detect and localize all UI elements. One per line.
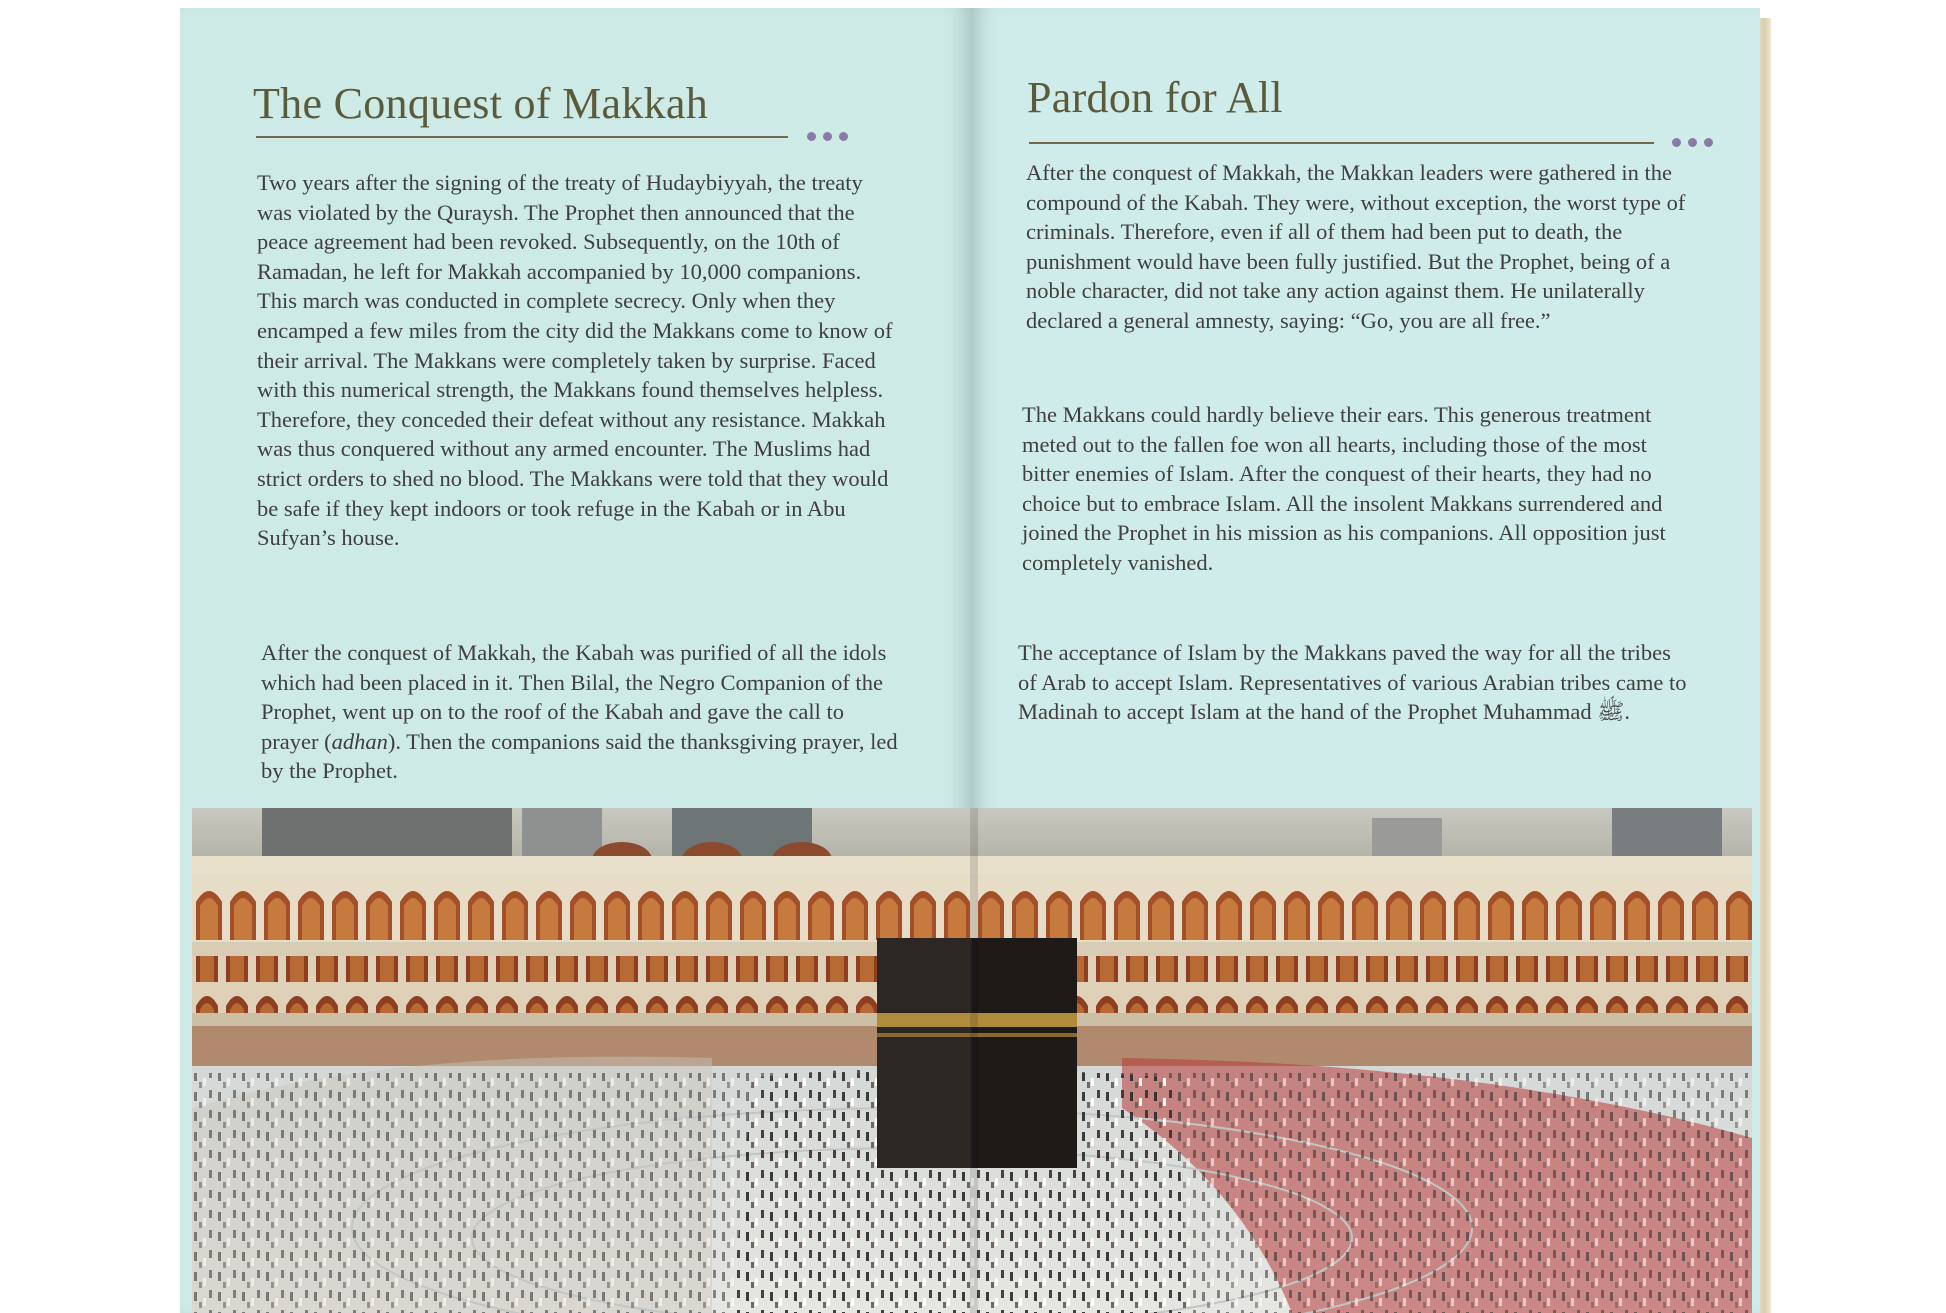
kabah-photo-illustration [192,808,1752,1313]
title-rule [256,136,788,138]
right-paragraph-3: The acceptance of Islam by the Makkans paved the way for all the tribes of Arab to accept Islam. Representatives of various Arabian tribes came to Madinah to accept Islam at the hand of the Prophet Muhammad ﷺ. [1018,640,1687,725]
kabah-photo [192,808,1752,1313]
left-page-title: The Conquest of Makkah [253,79,709,128]
right-paragraph-1: After the conquest of Makkah, the Makkan leaders were gathered in the compound of the Kabah. They were, without exception, the worst type of criminals. Therefore, even if all of them had been put to death, the punishment would have been fully justified. But the Prophet, being of a noble character, did not take any action against them. He unilaterally declared a general amnesty, saying: “Go, you are all free.” [1026,160,1686,333]
ornament-dots [807,132,848,141]
right-paragraph-2: The Makkans could hardly believe their ears. This generous treatment meted out to the fallen foe won all hearts, including those of the most bitter enemies of Islam. After the conquest of their hearts, they had no choice but to embrace Islam. All the insolent Makkans surrendered and joined the Prophet in his mission as his companions. All opposition just completely vanished. [1022,402,1666,575]
left-paragraph-2: After the conquest of Makkah, the Kabah was purified of all the idols which had been placed in it. Then Bilal, the Negro Companion of the Prophet, went up on to the roof of the Kabah and gave the call to prayer (adhan). Then the companions said the thanksgiving prayer, led by the Prophet. [261,640,898,784]
adhan-term: adhan [331,728,388,754]
ornament-dots [1672,138,1713,147]
left-paragraph-1: Two years after the signing of the treaty of Hudaybiyyah, the treaty was violated by the Quraysh. The Prophet then announced that the peace agreement had been revoked. Subsequently, on the 10th of Ramadan, he left for Makkah accompanied by 10,000 companions. This march was conducted in complete secrecy. Only when they encamped a few miles from the city did the Makkans come to know of their arrival. The Makkans were completely taken by surprise. Faced with this numerical strength, the Makkans found themselves helpless. Therefore, they conceded their defeat without any resistance. Makkah was thus conquered without any armed encounter. The Muslims had strict orders to shed no blood. The Makkans were told that they would be safe if they kept indoors or took refuge in the Kabah or in Abu Sufyan’s house. [257,170,893,551]
open-booklet [180,8,1760,1313]
title-rule [1029,142,1654,144]
right-page-title: Pardon for All [1027,73,1283,122]
